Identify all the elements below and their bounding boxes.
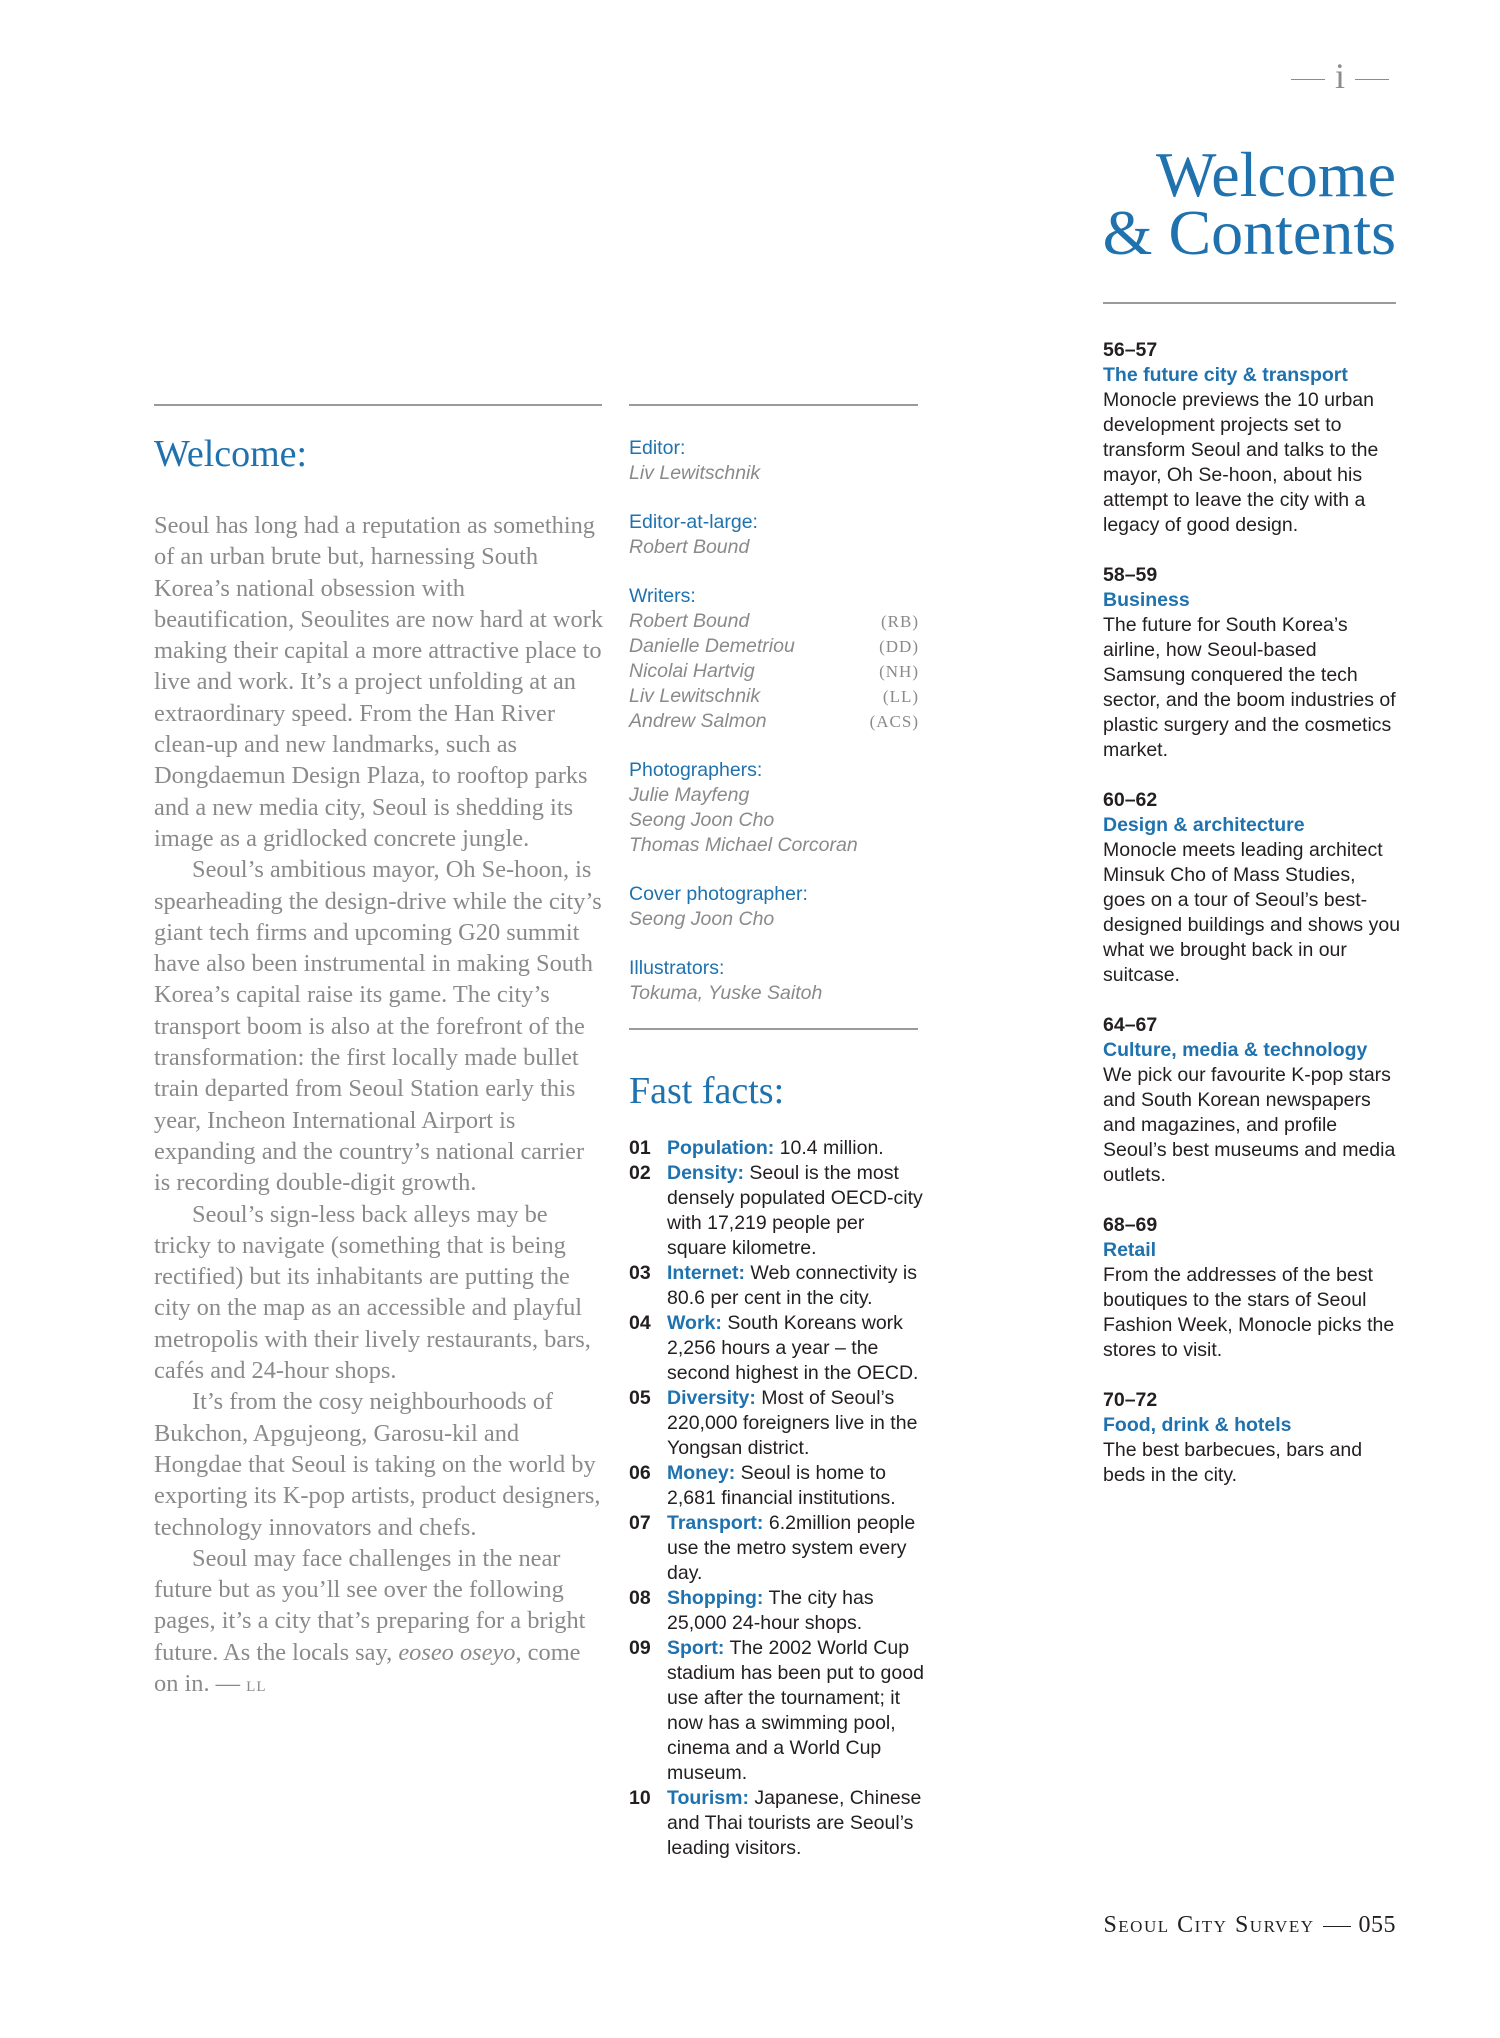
- section-numeral: i: [1334, 56, 1345, 96]
- toc-title: Design & architecture: [1103, 814, 1305, 836]
- toc-entry[interactable]: [1103, 563, 1403, 763]
- credits: [629, 436, 919, 1030]
- fact-number: 03: [629, 1262, 651, 1284]
- toc-description: The best barbecues, bars and beds in the city.: [1103, 1439, 1363, 1486]
- writer-row: [629, 684, 919, 709]
- fact-text: South Koreans work 2,256 hours a year – the second highest in the OECD.: [667, 1312, 919, 1384]
- page-title-line1: Welcome: [1155, 139, 1396, 210]
- fact-number: 04: [629, 1312, 651, 1334]
- list-item: [629, 1636, 929, 1786]
- toc-description: Monocle meets leading architect Minsuk Cho of Mass Studies, goes on a tour of Seoul’s best-designed buildings and shows you what we brought back in our suitcase.: [1103, 839, 1401, 986]
- toc-title: Culture, media & technology: [1103, 1039, 1368, 1061]
- credit-name: Tokuma, Yuske Saitoh: [629, 982, 823, 1004]
- fact-number: 02: [629, 1162, 651, 1184]
- fact-number: 05: [629, 1387, 651, 1409]
- credit-label: Illustrators:: [629, 957, 725, 979]
- toc-entry[interactable]: [1103, 1013, 1403, 1188]
- divider: [1355, 79, 1389, 80]
- fact-number: 10: [629, 1787, 651, 1809]
- writer-name: Andrew Salmon: [629, 710, 767, 732]
- credit-cover-photographer: [629, 882, 919, 932]
- fact-key: Shopping:: [667, 1587, 764, 1609]
- toc-title: Food, drink & hotels: [1103, 1414, 1292, 1436]
- welcome-paragraph: [154, 1543, 606, 1703]
- table-of-contents: [1103, 338, 1403, 1513]
- toc-pages: 64–67: [1103, 1014, 1158, 1036]
- credit-name: Thomas Michael Corcoran: [629, 834, 858, 856]
- list-item: [629, 1136, 929, 1161]
- fact-text: 10.4 million.: [774, 1137, 884, 1159]
- toc-pages: 70–72: [1103, 1389, 1158, 1411]
- welcome-paragraph: Seoul’s sign-less back alleys may be tricky to navigate (something that is being rectified) but its inhabitants are putting the city on the map as an accessible and playful metropolis with their lively restaurants, bars, cafés and 24-hour shops.: [154, 1200, 591, 1385]
- fact-text: Most of Seoul’s 220,000 foreigners live in the Yongsan district.: [667, 1387, 918, 1459]
- fact-key: Sport:: [667, 1637, 725, 1659]
- writer-initials: (RB): [881, 612, 919, 631]
- author-signature: LL: [246, 1678, 267, 1695]
- toc-title: Retail: [1103, 1239, 1157, 1261]
- page-footer: [1103, 1912, 1396, 1939]
- fact-key: Population:: [667, 1137, 775, 1159]
- fact-number: 09: [629, 1637, 651, 1659]
- welcome-paragraph: It’s from the cosy neighbourhoods of Bukchon, Apgujeong, Garosu-kil and Hongdae that Seoul is taking on the world by exporting its K-pop artists, product designers, technology innovators and chefs.: [154, 1388, 601, 1541]
- fast-facts-list: [629, 1136, 929, 1861]
- writer-row: [629, 709, 919, 734]
- credit-name: Liv Lewitschnik: [629, 462, 761, 484]
- fact-key: Work:: [667, 1312, 722, 1334]
- toc-title: Business: [1103, 589, 1190, 611]
- toc-description: The future for South Korea’s airline, how Seoul-based Samsung conquered the tech sector, and the boom industries of plastic surgery and the cosmetics market.: [1103, 614, 1396, 761]
- fact-text: Web connectivity is 80.6 per cent in the city.: [667, 1262, 917, 1309]
- toc-description: Monocle previews the 10 urban development projects set to transform Seoul and talks to the mayor, Oh Se-hoon, about his attempt to leave the city with a legacy of good design.: [1103, 389, 1379, 536]
- writer-row: [629, 659, 919, 684]
- fact-key: Internet:: [667, 1262, 745, 1284]
- list-item: [629, 1786, 929, 1861]
- list-item: [629, 1261, 929, 1311]
- list-item: [629, 1311, 929, 1386]
- page-marker: [1284, 56, 1396, 96]
- fact-number: 07: [629, 1512, 651, 1534]
- fact-text: Japanese, Chinese and Thai tourists are Seoul’s leading visitors.: [667, 1787, 922, 1859]
- writer-initials: (ACS): [869, 712, 919, 731]
- welcome-closing-text-end: , come on in. —: [154, 1638, 581, 1697]
- credit-editor-at-large: [629, 510, 919, 560]
- divider: [1323, 1926, 1351, 1927]
- toc-description: From the addresses of the best boutiques to the stars of Seoul Fashion Week, Monocle picks the stores to visit.: [1103, 1264, 1395, 1361]
- welcome-paragraph: Seoul has long had a reputation as something of an urban brute but, harnessing South Korea’s national obsession with beautification, Seoulites are now hard at work making their capital a more attractive place to live and work. It’s a project unfolding at an extraordinary speed. From the Han River clean-up and new landmarks, such as Dongdaemun Design Plaza, to rooftop parks and a new media city, Seoul is shedding its image as a gridlocked concrete jungle.: [154, 512, 604, 852]
- page-number: 055: [1358, 1912, 1396, 1938]
- welcome-heading: Welcome:: [154, 433, 308, 475]
- list-item: [629, 1586, 929, 1636]
- credit-label: Editor-at-large:: [629, 511, 758, 533]
- fact-number: 06: [629, 1462, 651, 1484]
- credit-label: Editor:: [629, 437, 686, 459]
- toc-entry[interactable]: [1103, 788, 1403, 988]
- fact-text: Seoul is home to 2,681 financial institutions.: [667, 1462, 896, 1509]
- toc-title: The future city & transport: [1103, 364, 1348, 386]
- credits-top-rule: [629, 404, 918, 406]
- fact-text: Seoul is the most densely populated OECD-city with 17,219 people per square kilometre.: [667, 1162, 923, 1259]
- divider: [1291, 79, 1325, 80]
- korean-phrase: eoseo oseyo: [398, 1638, 516, 1666]
- writer-name: Danielle Demetriou: [629, 635, 795, 657]
- toc-description: We pick our favourite K-pop stars and South Korean newspapers and magazines, and profile Seoul’s best museums and media outlets.: [1103, 1064, 1396, 1186]
- fact-key: Money:: [667, 1462, 736, 1484]
- list-item: [629, 1386, 929, 1461]
- fact-text: 6.2million people use the metro system every day.: [667, 1512, 916, 1584]
- writer-row: [629, 609, 919, 634]
- writer-initials: (NH): [879, 662, 919, 681]
- credit-name: Seong Joon Cho: [629, 809, 775, 831]
- fact-number: 01: [629, 1137, 651, 1159]
- writer-initials: (DD): [879, 637, 919, 656]
- toc-pages: 60–62: [1103, 789, 1158, 811]
- contents-top-rule: [1103, 302, 1396, 304]
- welcome-top-rule: [154, 404, 602, 406]
- credit-illustrators: [629, 956, 919, 1006]
- credit-editor: [629, 436, 919, 486]
- credit-label: Writers:: [629, 585, 696, 607]
- fact-number: 08: [629, 1587, 651, 1609]
- publication-name: Seoul City Survey: [1103, 1912, 1315, 1938]
- welcome-paragraph: Seoul’s ambitious mayor, Oh Se-hoon, is spearheading the design-drive while the city’s giant tech firms and upcoming G20 summit have also been instrumental in making South Korea’s capital raise its game. The city’s transport boom is also at the forefront of the transformation: the first locally made bullet train departed from Seoul Station early this year, Incheon International Airport is expanding and the country’s national carrier is recording double-digit growth.: [154, 856, 602, 1197]
- fact-key: Density:: [667, 1162, 744, 1184]
- fact-text: The city has 25,000 24-hour shops.: [667, 1587, 874, 1634]
- credit-label: Cover photographer:: [629, 883, 808, 905]
- credit-writers: [629, 584, 919, 734]
- list-item: [629, 1461, 929, 1511]
- fact-key: Diversity:: [667, 1387, 756, 1409]
- fact-key: Transport:: [667, 1512, 764, 1534]
- toc-pages: 68–69: [1103, 1214, 1158, 1236]
- fact-key: Tourism:: [667, 1787, 749, 1809]
- toc-pages: 58–59: [1103, 564, 1158, 586]
- credit-label: Photographers:: [629, 759, 763, 781]
- toc-entry[interactable]: [1103, 338, 1403, 538]
- list-item: [629, 1161, 929, 1261]
- writer-initials: (LL): [882, 687, 919, 706]
- writer-row: [629, 634, 919, 659]
- list-item: [629, 1511, 929, 1586]
- toc-entry[interactable]: [1103, 1213, 1403, 1363]
- credit-name: Seong Joon Cho: [629, 908, 775, 930]
- writer-name: Liv Lewitschnik: [629, 685, 761, 707]
- writer-name: Nicolai Hartvig: [629, 660, 755, 682]
- welcome-body: [154, 510, 606, 1703]
- welcome-closing-text: Seoul may face challenges in the near future but as you’ll see over the following pages, it’s a city that’s preparing for a bright future. As the locals say,: [154, 1544, 586, 1666]
- fast-facts-heading: Fast facts:: [629, 1070, 785, 1112]
- toc-pages: 56–57: [1103, 339, 1158, 361]
- fact-text: The 2002 World Cup stadium has been put to good use after the tournament; it now has a swimming pool, cinema and a World Cup museum.: [667, 1637, 924, 1784]
- toc-entry[interactable]: [1103, 1388, 1403, 1488]
- credit-name: Julie Mayfeng: [629, 784, 750, 806]
- writer-name: Robert Bound: [629, 610, 750, 632]
- page-title: [836, 139, 1396, 268]
- credit-photographers: [629, 758, 919, 858]
- page-title-line2: & Contents: [1102, 197, 1396, 268]
- credit-name: Robert Bound: [629, 536, 750, 558]
